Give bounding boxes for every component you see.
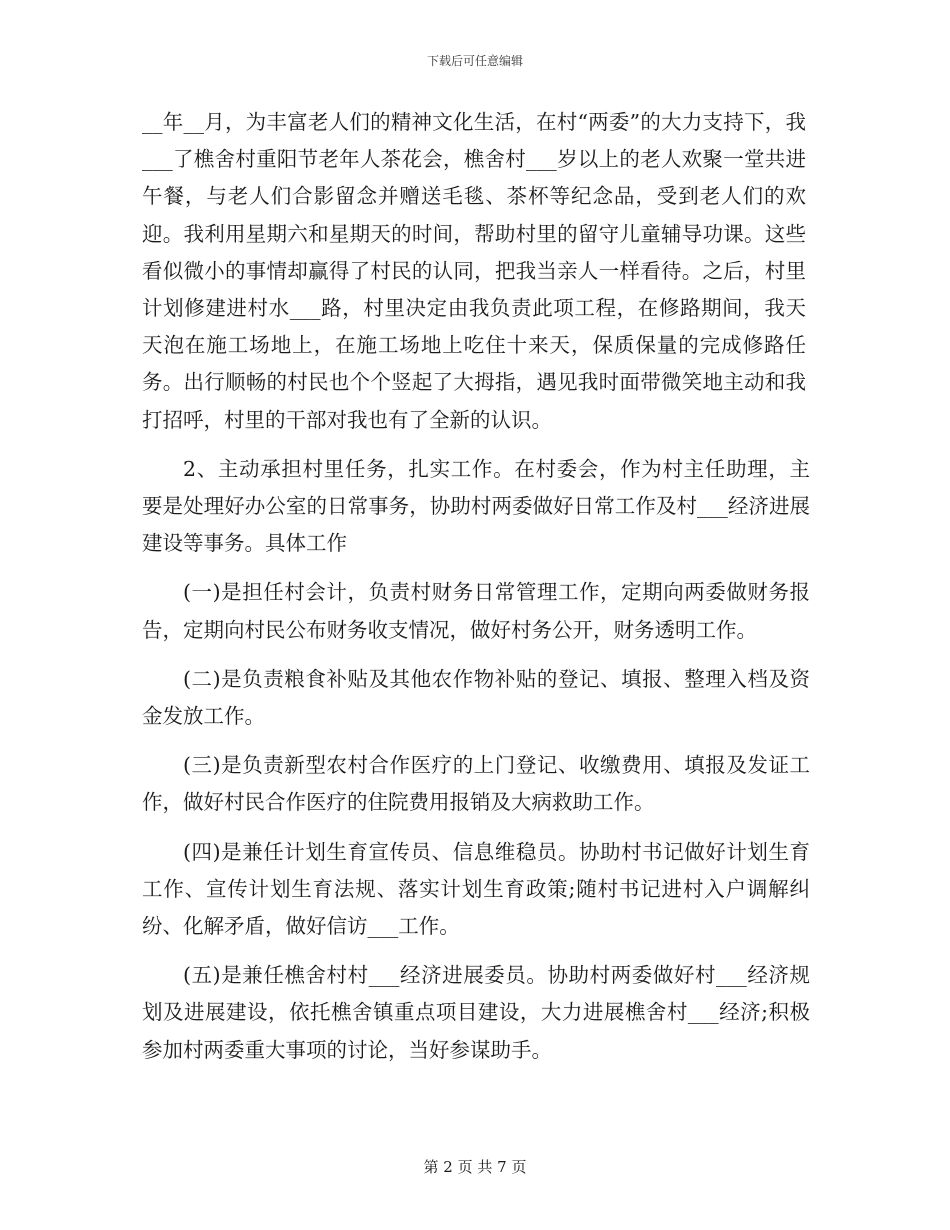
page-footer: 第 2 页 共 7 页 — [423, 1158, 527, 1176]
paragraph-3: (一)是担任村会计，负责村财务日常管理工作，定期向两委做财务报告，定期向村民公布财务收支情况，做好村务公开，财务透明工作。 — [142, 580, 810, 642]
page-header: 下载后可任意编辑 — [426, 54, 523, 68]
paragraph-4: (二)是负责粮食补贴及其他农作物补贴的登记、填报、整理入档及资金发放工作。 — [142, 666, 810, 729]
paragraph-7: (五)是兼任樵舍村村___经济进展委员。协助村两委做好村___经济规划及进展建设，依托樵舍镇重点项目建设，大力进展樵舍村___经济;积极参加村两委重大事项的讨论，当好参谋助手。 — [142, 963, 810, 1062]
paragraph-6: (四)是兼任计划生育宣传员、信息维稳员。协助村书记做好计划生育工作、宣传计划生育法规、落实计划生育政策;随村书记进村入户调解纠纷、化解矛盾，做好信访___工作。 — [142, 839, 810, 939]
paragraph-2: 2、主动承担村里任务，扎实工作。在村委会，作为村主任助理，主要是处理好办公室的日常事务，协助村两委做好日常工作及村___经济进展建设等事务。具体工作 — [142, 456, 810, 556]
paragraph-5: (三)是负责新型农村合作医疗的上门登记、收缴费用、填报及发证工作，做好村民合作医疗的住院费用报销及大病救助工作。 — [142, 753, 810, 815]
document-body — [142, 104, 810, 1069]
paragraph-1: __年__月，为丰富老人们的精神文化生活，在村“两委”的大力支持下，我___了樵舍村重阳节老年人茶花会，樵舍村___岁以上的老人欢聚一堂共进午餐，与老人们合影留念并赠送毛毯、茶杯等纪念品，受到老人们的欢迎。我利用星期六和星期天的时间，帮助村里的留守儿童辅导功课。这些看似微小的事情却赢得了村民的认同，把我当亲人一样看待。之后，村里计划修建进村水___路，村里决定由我负责此项工程，在修路期间，我天天泡在施工场地上，在施工场地上吃住十来天，保质保量的完成修路任务。出行顺畅的村民也个个竖起了大拇指，遇见我时面带微笑地主动和我打招呼，村里的干部对我也有了全新的认识。 — [142, 110, 806, 432]
